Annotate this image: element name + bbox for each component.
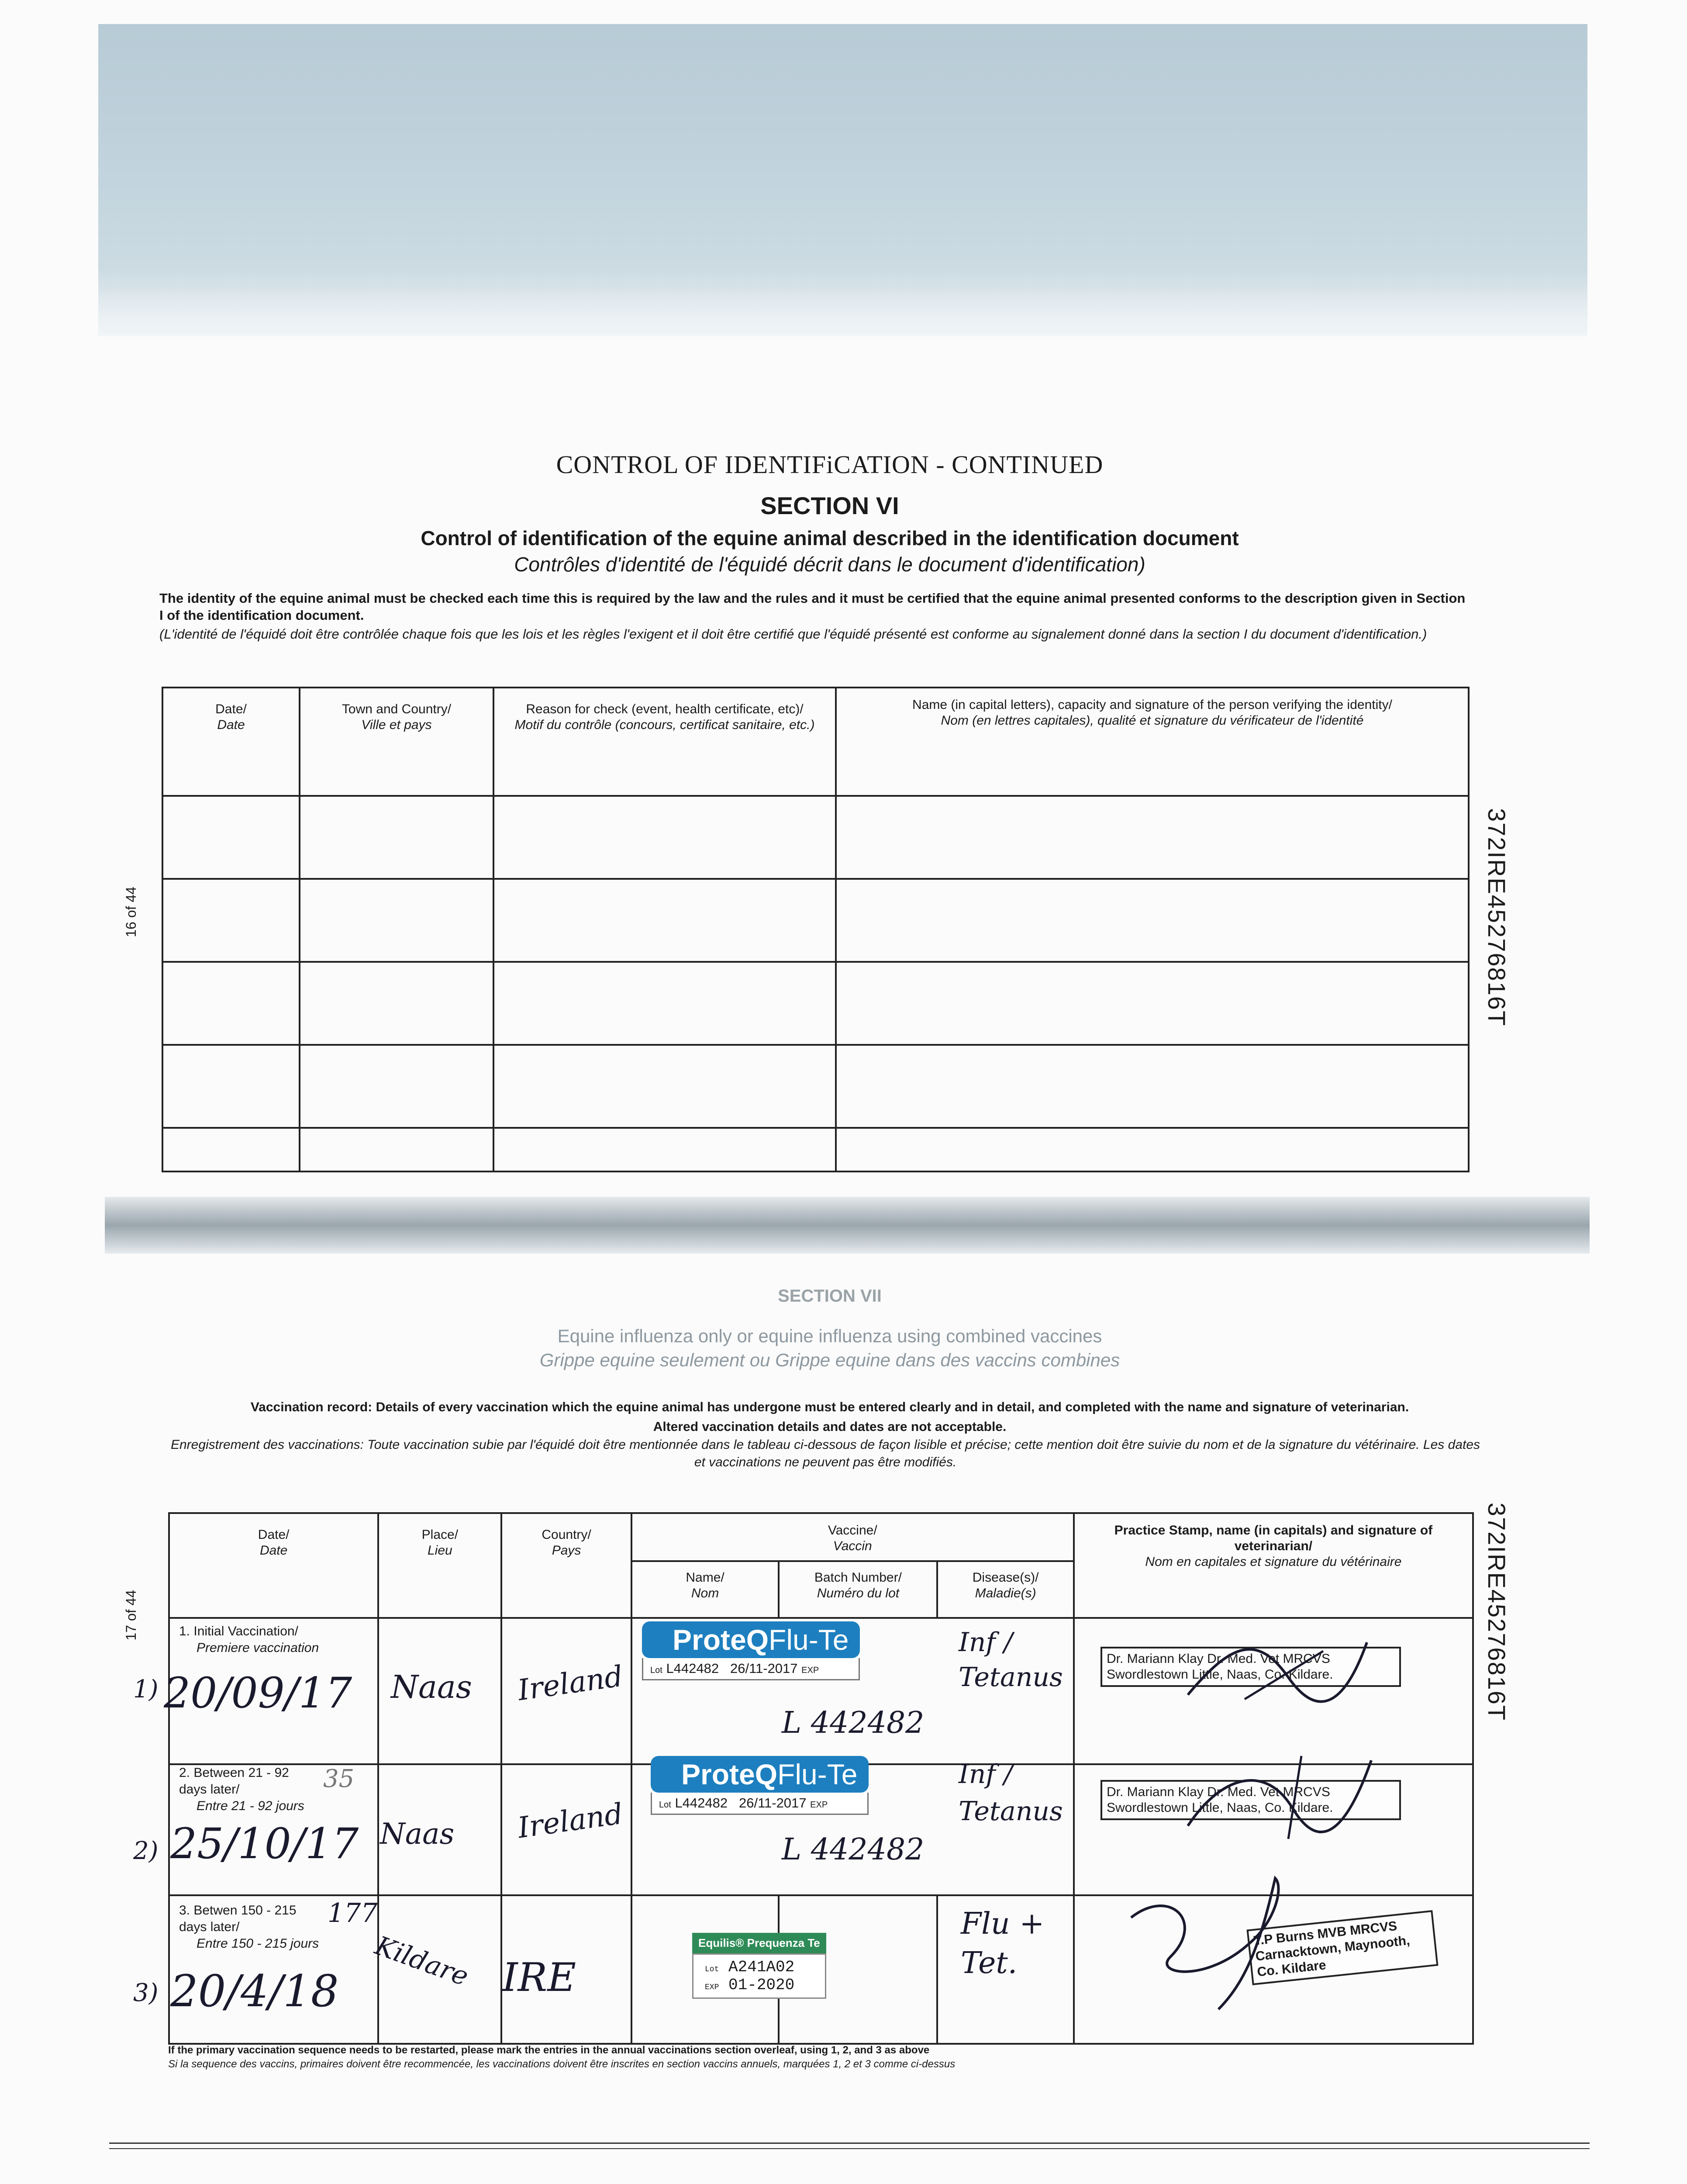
table-row [162, 1128, 1469, 1171]
row3-label-fr: Entre 150 - 215 jours [197, 1936, 319, 1951]
vaccination-record-en: Vaccination record: Details of every vaccination which the equine animal has undergone must be entered clearly and in detail, and completed with the name and signature of veterinarian. [250, 1400, 1409, 1414]
row1-lot-strip [642, 1658, 860, 1680]
col-reason-header [493, 688, 836, 796]
vac-stamp-fr: Nom en capitales et signature du vétérinaire [1145, 1555, 1402, 1569]
section-vi-heading-en: Control of identification of the equine animal described in the identification document [421, 527, 1239, 549]
row1-signature [1179, 1625, 1380, 1712]
table-row [162, 1045, 1469, 1128]
row1-vaccine-label [642, 1621, 860, 1680]
row2-index: 2) [133, 1837, 159, 1865]
row3-equilis-label: Equilis® Prequenza Te [692, 1933, 826, 1953]
row3-exp: 01-2020 [728, 1976, 795, 1994]
footer-note-en: If the primary vaccination sequence needs to be restarted, please mark the entries in the annual vaccinations section overleaf, using 1, 2, and 3 as above [168, 2044, 930, 2056]
page-number-17: 17 of 44 [123, 1590, 139, 1641]
row2-lot-strip [651, 1793, 869, 1815]
row2-proteq-logo [651, 1756, 869, 1793]
col-verifier-en: Name (in capital letters), capacity and signature of the person verifying the identity/ [912, 698, 1392, 712]
row3-lot-label: Lot [705, 1965, 719, 1974]
vac-batch-fr: Numéro du lot [817, 1586, 900, 1600]
vac-vaccine-fr: Vaccin [833, 1539, 872, 1553]
footer-note-fr: Si la sequence des vaccins, primaires doivent être recommencée, les vaccinations doivent être inscrites en section vaccins annuels, marquées 1, 2 et 3 comme ci-dessus [168, 2058, 956, 2070]
row3-lot-strip [692, 1953, 826, 1999]
row2-place: Naas [380, 1817, 455, 1851]
col-verifier-header [836, 688, 1469, 796]
row3-exp-label: EXP [705, 1983, 719, 1992]
row1-country: Ireland [515, 1659, 625, 1707]
row3-days: 177 [328, 1898, 378, 1928]
row3-index: 3) [133, 1979, 159, 2007]
row1-proteq-logo [642, 1621, 860, 1658]
vac-col-date-header [169, 1513, 378, 1618]
row3-vet-stamp: T.P Burns MVB MRCVS Carnacktown, Maynooth, Co. Kildare [1246, 1910, 1438, 1985]
row1-exp: 26/11-2017 [730, 1661, 798, 1676]
col-reason-fr: Motif du contrôle (concours, certificat sanitaire, etc.) [514, 718, 815, 732]
middle-page-fold [105, 1197, 1590, 1254]
col-date-en: Date/ [215, 702, 247, 716]
vac-place-fr: Lieu [427, 1543, 452, 1558]
fold-edge [98, 271, 1587, 336]
vac-vaccine-en: Vaccine/ [828, 1523, 877, 1538]
row3-vaccine-label [692, 1933, 826, 1999]
row1-label-en: 1. Initial Vaccination/ [179, 1624, 298, 1638]
row2-signature [1179, 1747, 1380, 1843]
row3-lot: A241A02 [728, 1958, 795, 1976]
row1-exp-label: EXP [801, 1666, 819, 1675]
row2-lot: L442482 [675, 1795, 728, 1811]
banner-title: CONTROL OF IDENTIFiCATION - CONTINUED [556, 450, 1104, 479]
row2-date: 25/10/17 [170, 1819, 359, 1868]
row2-disease: Inf / Tetanus [959, 1759, 1063, 1827]
section-vii-title: SECTION VII [778, 1286, 882, 1306]
section-vi-title: SECTION VI [760, 492, 899, 519]
row2-batch-handwritten: L 442482 [782, 1832, 925, 1867]
passport-number-upper: 372IRE452768​16T [1483, 808, 1511, 1027]
section-vi-heading-fr: Contrôles d'identité de l'équidé décrit dans le document d'identification) [514, 553, 1145, 576]
row3-date: 20/4/18 [170, 1966, 339, 2017]
row2-label-en: 2. Between 21 - 92 days later/ [179, 1766, 289, 1797]
row2-exp-label: EXP [810, 1800, 828, 1810]
col-town-en: Town and Country/ [342, 702, 452, 716]
row2-lot-label: Lot [659, 1800, 671, 1810]
row2-days: 35 [323, 1765, 355, 1793]
row3-place: Kildare [371, 1930, 473, 1992]
page-number-16: 16 of 44 [123, 887, 139, 937]
row2-label-fr: Entre 21 - 92 jours [197, 1799, 304, 1813]
row3-signature [1118, 1870, 1336, 2018]
vac-batch-en: Batch Number/ [814, 1570, 902, 1585]
row1-brand: ProteQ [673, 1624, 769, 1656]
passport-number-lower: 372IRE452768​16T [1483, 1503, 1511, 1721]
row2-vet-stamp: Dr. Mariann Klay Dr. Med. Vet MRCVS Swordlestown Little, Naas, Co. Kildare. [1101, 1780, 1401, 1820]
vac-date-fr: Date [259, 1543, 288, 1558]
row3-disease: Flu + Tet. [961, 1907, 1045, 1980]
row1-label-fr: Premiere vaccination [197, 1641, 319, 1655]
row2-exp: 26/11-2017 [738, 1795, 807, 1811]
vac-name-en: Name/ [686, 1570, 724, 1585]
vac-name-fr: Nom [691, 1586, 719, 1600]
vac-stamp-en: Practice Stamp, name (in capitals) and signature of veterinarian/ [1114, 1523, 1433, 1553]
vac-date-en: Date/ [258, 1527, 290, 1542]
section-vi-intro-en: The identity of the equine animal must be checked each time this is required by the law and the rules and it must be certified that the equine animal presented conforms to the description given in Section I of the identification document. [159, 591, 1466, 623]
row2-brand: ProteQ [681, 1758, 778, 1790]
row1-date: 20/09/17 [164, 1669, 352, 1717]
row2-vaccine-name: Flu-Te [777, 1758, 858, 1790]
vac-col-batch-header [779, 1561, 937, 1618]
row3-label-en: 3. Betwen 150 - 215 days later/ [179, 1903, 297, 1934]
vac-country-en: Country/ [542, 1527, 591, 1542]
vac-col-stamp-header [1074, 1513, 1473, 1618]
vac-col-country-header [501, 1513, 631, 1618]
vac-col-disease-header [937, 1561, 1073, 1618]
col-verifier-fr: Nom (en lettres capitales), qualité et signature du vérificateur de l'identité [941, 713, 1364, 728]
row1-vet-stamp: Dr. Mariann Klay Dr. Med. Vet MRCVS Swordlestown Little, Naas, Co. Kildare. [1101, 1647, 1401, 1687]
vaccination-record-en-2: Altered vaccination details and dates are not acceptable. [653, 1420, 1007, 1434]
col-date-header [162, 688, 300, 796]
col-town-header [300, 688, 493, 796]
row1-lot-label: Lot [650, 1666, 662, 1675]
vac-disease-en: Disease(s)/ [972, 1570, 1039, 1585]
row2-vaccine-label [651, 1756, 869, 1815]
table-row [162, 796, 1469, 879]
section-vii-heading-fr: Grippe equine seulement ou Grippe equine dans des vaccins combines [539, 1350, 1120, 1370]
vac-col-place-header [378, 1513, 501, 1618]
row1-lot: L442482 [666, 1661, 719, 1676]
col-town-fr: Ville et pays [361, 718, 432, 732]
row1-disease: Inf / Tetanus [959, 1627, 1063, 1693]
row2-country: Ireland [515, 1797, 625, 1845]
row1-batch-handwritten: L 442482 [782, 1706, 925, 1740]
col-date-fr: Date [217, 718, 245, 732]
bottom-rule [109, 2143, 1590, 2144]
row1-index: 1) [133, 1675, 159, 1704]
section-vii-heading-en: Equine influenza only or equine influenza using combined vaccines [557, 1326, 1102, 1346]
table-row [162, 879, 1469, 962]
row1-place: Naas [391, 1669, 472, 1705]
row3-country: IRE [502, 1955, 576, 2001]
row1-vaccine-name: Flu-Te [769, 1624, 849, 1656]
vac-col-name-header [631, 1561, 779, 1618]
table-row [162, 962, 1469, 1045]
section-vi-intro-fr: (L'identité de l'équidé doit être contrôlée chaque fois que les lois et les règles l'exigent et il doit être certifié que l'équidé présenté est conforme au signalement donné dans la section I du document d'identification.) [159, 626, 1427, 642]
vac-disease-fr: Maladie(s) [975, 1586, 1036, 1600]
identification-check-table [162, 687, 1470, 1172]
vaccination-record-fr: Enregistrement des vaccinations: Toute vaccination subie par l'équidé doit être mentionnée dans le tableau ci-dessous de façon lisible et précise; cette mention doit être suivie du nom et de la signature du vétérinaire. Les dates et vaccinations ne peuvent pas être modifiés. [170, 1438, 1480, 1469]
vac-col-vaccine-header [631, 1513, 1074, 1561]
col-reason-en: Reason for check (event, health certificate, etc)/ [526, 702, 804, 716]
bottom-rule-2 [109, 2148, 1590, 2149]
vac-place-en: Place/ [421, 1527, 459, 1542]
vac-country-fr: Pays [552, 1543, 581, 1558]
